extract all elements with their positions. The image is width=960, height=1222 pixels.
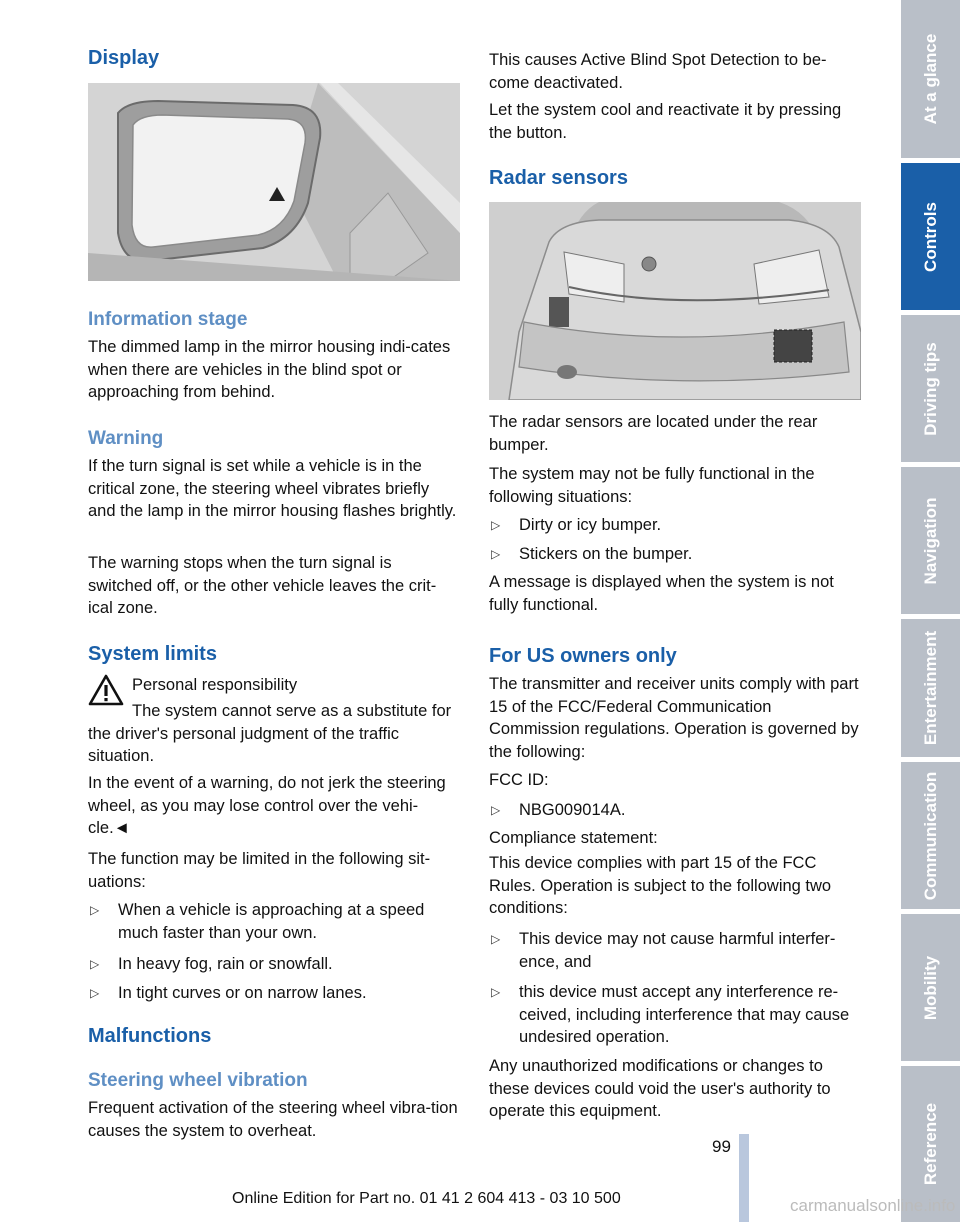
tab-driving-tips[interactable]: Driving tips — [901, 315, 960, 462]
list-item: ▷ this device must accept any interference re-ceived, including interference that may cause undesired operation. — [491, 983, 850, 1046]
radar-figure — [489, 202, 861, 400]
compliance-text: This device complies with part 15 of the FCC Rules. Operation is subject to the following two conditions: — [489, 854, 832, 917]
bullet-triangle-icon: ▷ — [491, 932, 501, 946]
warning-text-1: If the turn signal is set while a vehicle is in the critical zone, the steering wheel vibrates briefly and the lamp in the mirror housing flashes brightly. — [88, 457, 457, 520]
bullet-triangle-icon: ▷ — [491, 547, 501, 561]
information-stage-text: The dimmed lamp in the mirror housing indi-cates when there are vehicles in the blind spot or approaching from behind. — [88, 338, 451, 401]
information-stage-heading: Information stage — [88, 309, 248, 330]
list-item: ▷ In heavy fog, rain or snowfall. — [88, 953, 460, 976]
bullet-triangle-icon: ▷ — [491, 985, 501, 999]
chapter-sidebar — [901, 0, 960, 1222]
car-rear-illustration — [489, 202, 861, 400]
tab-mobility[interactable]: Mobility — [901, 914, 960, 1061]
steering-vibration-heading: Steering wheel vibration — [88, 1070, 308, 1091]
bullet-triangle-icon: ▷ — [90, 903, 100, 917]
mirror-illustration — [88, 83, 460, 281]
bullet-triangle-icon: ▷ — [90, 986, 100, 1000]
radar-text-2: The system may not be fully functional in the following situations: — [489, 465, 815, 506]
us-owners-text: The transmitter and receiver units comply with part 15 of the FCC/Federal Communication Commission regulations. Operation is governed by the following: — [489, 675, 859, 761]
list-item: ▷ When a vehicle is approaching at a speed much faster than your own. — [90, 901, 425, 942]
radar-sensors-heading: Radar sensors — [489, 167, 628, 189]
bullet-triangle-icon: ▷ — [491, 803, 501, 817]
list-item: ▷ In tight curves or on narrow lanes. — [88, 982, 460, 1005]
warning-text-2: The warning stops when the turn signal is switched off, or the other vehicle leaves the crit-ical zone. — [88, 554, 437, 617]
steering-vibration-text: Frequent activation of the steering wheel vibra-tion causes the system to overheat. — [88, 1099, 458, 1140]
closing-text: Any unauthorized modifications or changes to these devices could void the user's authority to operate this equipment. — [489, 1057, 831, 1120]
bullet-triangle-icon: ▷ — [90, 957, 100, 971]
caution-title: Personal responsibility — [132, 676, 298, 694]
warning-heading: Warning — [88, 428, 164, 449]
tab-at-a-glance[interactable]: At a glance — [901, 0, 960, 158]
online-edition-footer: Online Edition for Part no. 01 41 2 604 413 - 03 10 500 — [232, 1190, 621, 1207]
page-number: 99 — [712, 1137, 731, 1156]
page-number-bar — [739, 1134, 749, 1222]
caution-text: The system cannot serve as a substitute for the driver's personal judgment of the traffic situation. — [88, 702, 452, 765]
list-item: ▷ This device may not cause harmful interfer-ence, and — [491, 930, 836, 971]
malfunctions-heading: Malfunctions — [88, 1025, 212, 1047]
fcc-id-label: FCC ID: — [489, 771, 549, 789]
list-item: ▷ Stickers on the bumper. — [489, 543, 861, 566]
tab-reference[interactable]: Reference — [901, 1066, 960, 1222]
list-item: ▷ NBG009014A. — [489, 799, 861, 822]
tab-communication[interactable]: Communication — [901, 762, 960, 909]
mirror-figure — [88, 83, 460, 281]
system-limits-heading: System limits — [88, 643, 217, 665]
limits-text-2: The function may be limited in the following sit-uations: — [88, 850, 431, 891]
radar-text-3: A message is displayed when the system is not fully functional. — [489, 573, 834, 614]
radar-text-1: The radar sensors are located under the rear bumper. — [489, 413, 818, 454]
us-owners-heading: For US owners only — [489, 645, 677, 667]
limits-text-1: In the event of a warning, do not jerk the steering wheel, as you may lose control over the vehi-cle.◄ — [88, 774, 446, 837]
display-heading: Display — [88, 47, 160, 69]
bullet-triangle-icon: ▷ — [491, 518, 501, 532]
continued-text-1: This causes Active Blind Spot Detection to be-come deactivated. — [489, 51, 827, 92]
compliance-label: Compliance statement: — [489, 829, 658, 847]
tab-entertainment[interactable]: Entertainment — [901, 619, 960, 757]
watermark: carmanualsonline.info — [790, 1196, 956, 1215]
list-item: ▷ Dirty or icy bumper. — [489, 514, 861, 537]
tab-controls[interactable]: Controls — [901, 163, 960, 310]
continued-text-2: Let the system cool and reactivate it by pressing the button. — [489, 101, 842, 142]
tab-navigation[interactable]: Navigation — [901, 467, 960, 614]
